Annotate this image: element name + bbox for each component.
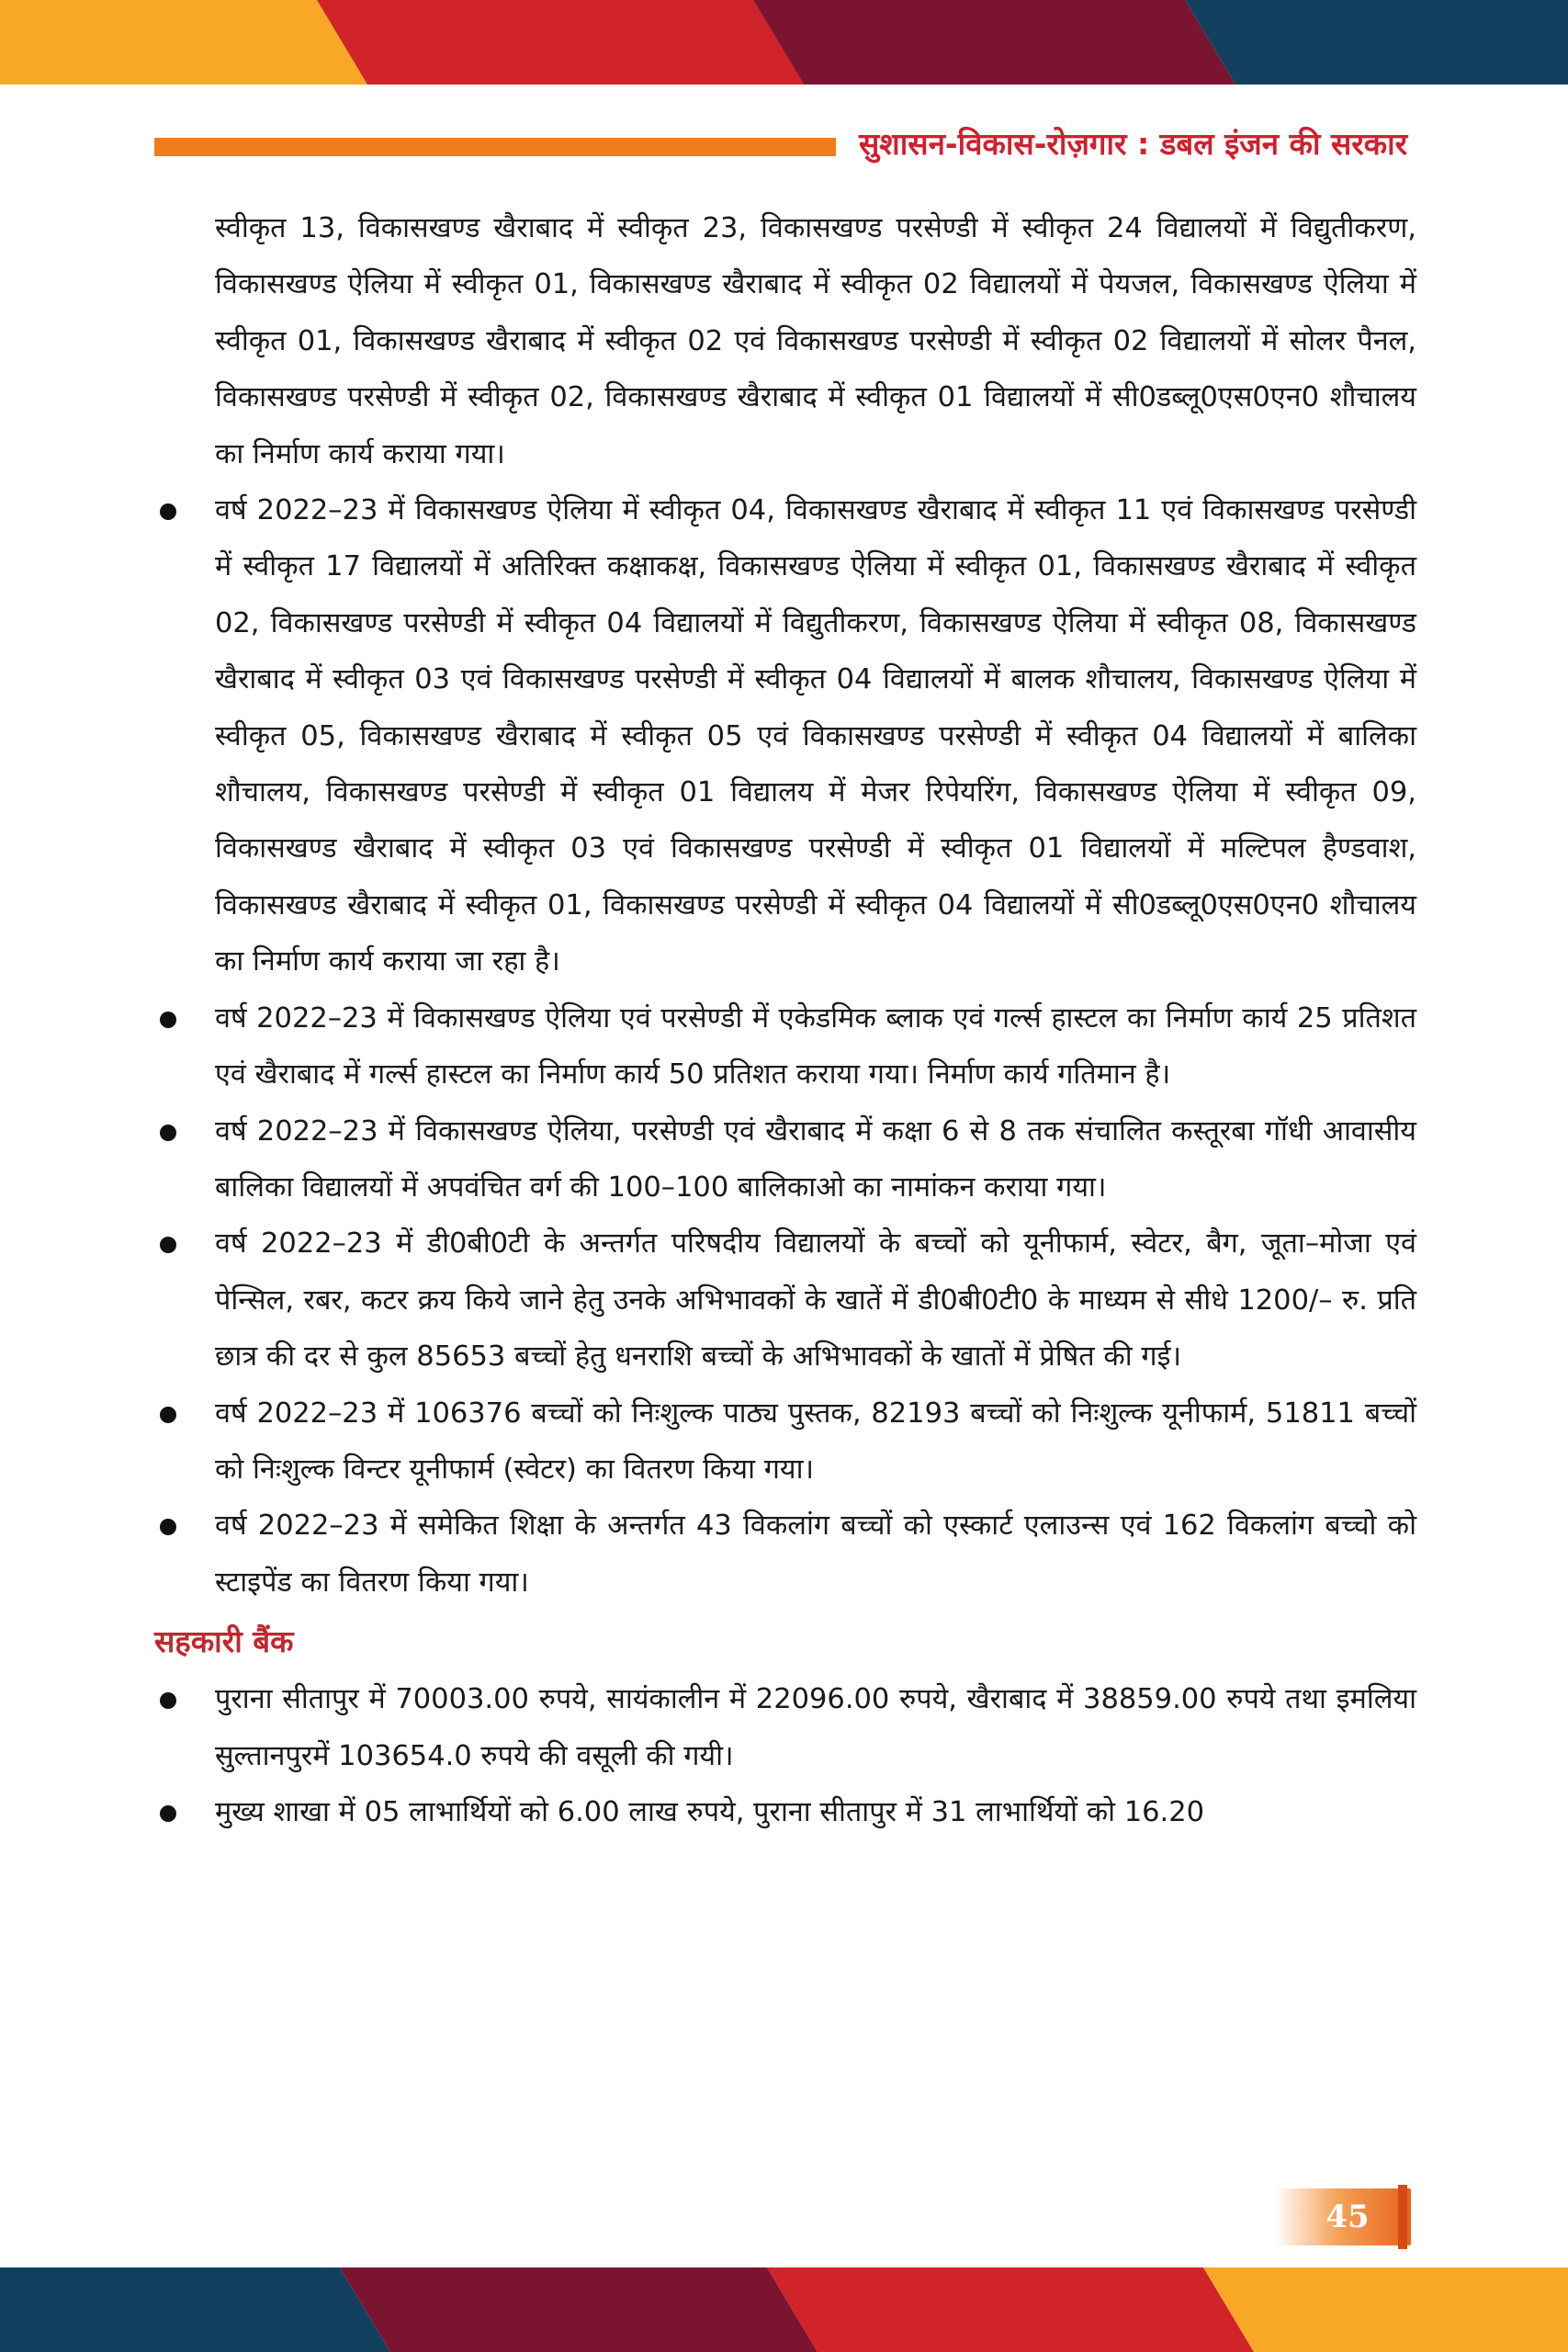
top-band-graphic [0,0,1568,85]
bullet-dot-icon [160,1237,176,1253]
bullet-item [154,1671,1416,1784]
bullet-dot-icon [160,1012,176,1028]
bullet-text: स्वीकृत 13, विकासखण्ड खैराबाद में स्वीकृत 23, विकासखण्ड परसेण्डी में स्वीकृत 24 विद्यालयों में विद्युतीकरण, विकासखण्ड ऐलिया में स्वीकृत 01, विकासखण्ड खैराबाद में स्वीकृत 02 विद्यालयों में पेयजल, विकासखण्ड ऐलिया में स्वीकृत 01, विकासखण्ड खैराबाद में स्वीकृत 02 एवं विकासखण्ड परसेण्डी में स्वीकृत 02 विद्यालयों में सोलर पैनल, विकासखण्ड परसेण्डी में स्वीकृत 02, विकासखण्ड खैराबाद में स्वीकृत 01 विद्यालयों में सी0डब्लू0एस0एन0 शौचालय का निर्माण कार्य कराया गया। [215,212,1417,470]
bullet-dot-icon [160,1692,176,1709]
bullet-dot-icon [160,1805,176,1822]
bullet-dot-icon [160,1519,176,1535]
bullet-text: वर्ष 2022–23 में विकासखण्ड ऐलिया एवं परसेण्डी में एकेडमिक ब्लाक एवं गर्ल्स हास्टल का निर्माण कार्य 25 प्रतिशत एवं खैराबाद में गर्ल्स हास्टल का निर्माण कार्य 50 प्रतिशत कराया गया। निर्माण कार्य गतिमान है। [215,1001,1416,1091]
header-rule [154,138,836,156]
bullet-item [154,990,1416,1103]
paragraph-continuation [154,200,1416,482]
header-title: सुशासन-विकास-रोज़गार : डबल इंजन की सरकार [859,126,1408,162]
page-number-tab-edge [1398,2185,1407,2249]
bullet-item [154,1103,1416,1216]
bullet-item [154,1498,1416,1611]
page-number: 45 [1325,2199,1370,2235]
bullet-text: पुराना सीतापुर में 70003.00 रुपये, सायंकालीन में 22096.00 रुपये, खैराबाद में 38859.00 रुपये तथा इमलिया सुल्तानपुरमें 103654.0 रुपये की वसूली की गयी। [215,1683,1416,1772]
bullet-item [154,1216,1416,1385]
bullet-text: मुख्य शाखा में 05 लाभार्थियों को 6.00 लाख रुपये, पुराना सीतापुर में 31 लाभार्थियों को 16.20 [215,1795,1205,1828]
top-decorative-band [0,0,1568,85]
bullet-text: वर्ष 2022–23 में डी0बी0टी के अन्तर्गत परिषदीय विद्यालयों के बच्चों को यूनीफार्म, स्वेटर, बैग, जूता–मोजा एवं पेन्सिल, रबर, कटर क्रय किये जाने हेतु उनके अभिभावकों के खातें में डी0बी0टी0 के माध्यम से सीधे 1200/– रु. प्रति छात्र की दर से कुल 85653 बच्चों हेतु धनराशि बच्चों के अभिभावकों के खातों में प्रेषित की गई। [215,1227,1416,1374]
bullet-item [154,482,1416,990]
bullet-text: वर्ष 2022–23 में 106376 बच्चों को निःशुल्क पाठ्य पुस्तक, 82193 बच्चों को निःशुल्क यूनीफार्म, 51811 बच्चों को निःशुल्क विन्टर यूनीफार्म (स्वेटर) का वितरण किया गया। [215,1396,1416,1486]
section-heading: सहकारी बैंक [154,1623,294,1660]
bullet-dot-icon [160,1407,176,1423]
bullet-item [154,1385,1416,1498]
bullet-dot-icon [160,1125,176,1141]
bullet-text: वर्ष 2022–23 में विकासखण्ड ऐलिया में स्वीकृत 04, विकासखण्ड खैराबाद में स्वीकृत 11 एवं विकासखण्ड परसेण्डी में स्वीकृत 17 विद्यालयों में अतिरिक्त कक्षाकक्ष, विकासखण्ड ऐलिया में स्वीकृत 01, विकासखण्ड खैराबाद में स्वीकृत 02, विकासखण्ड परसेण्डी में स्वीकृत 04 विद्यालयों में विद्युतीकरण, विकासखण्ड ऐलिया में स्वीकृत 08, विकासखण्ड खैराबाद में स्वीकृत 03 एवं विकासखण्ड परसेण्डी में स्वीकृत 04 विद्यालयों में बालक शौचालय, विकासखण्ड ऐलिया में स्वीकृत 05, विकासखण्ड खैराबाद में स्वीकृत 05 एवं विकासखण्ड परसेण्डी में स्वीकृत 04 विद्यालयों में बालिका शौचालय, विकासखण्ड परसेण्डी में स्वीकृत 01 विद्यालय में मेजर रिपेयरिंग, विकासखण्ड ऐलिया में स्वीकृत 09, विकासखण्ड खैराबाद में स्वीकृत 03 एवं विकासखण्ड परसेण्डी में स्वीकृत 01 विद्यालयों में मल्टिपल हैण्डवाश, विकासखण्ड खैराबाद में स्वीकृत 01, विकासखण्ड परसेण्डी में स्वीकृत 04 विद्यालयों में सी0डब्लू0एस0एन0 शौचालय का निर्माण कार्य कराया जा रहा है। [215,494,1416,978]
bottom-band-graphic [0,2267,1568,2352]
bottom-decorative-band [0,2267,1568,2352]
bullet-item [154,1784,1416,1840]
bullet-dot-icon [160,503,176,520]
page-body [154,200,1416,2162]
bullet-text: वर्ष 2022–23 में विकासखण्ड ऐलिया, परसेण्डी एवं खैराबाद में कक्षा 6 से 8 तक संचालित कस्तूरबा गॉधी आवासीय बालिका विद्यालयों में अपवंचित वर्ग की 100–100 बालिकाओ का नामांकन कराया गया। [215,1114,1416,1204]
bullet-text: वर्ष 2022–23 में समेकित शिक्षा के अन्तर्गत 43 विकलांग बच्चों को एस्कार्ट एलाउन्स एवं 162 विकलांग बच्चो को स्टाइपेंड का वितरण किया गया। [215,1510,1416,1599]
